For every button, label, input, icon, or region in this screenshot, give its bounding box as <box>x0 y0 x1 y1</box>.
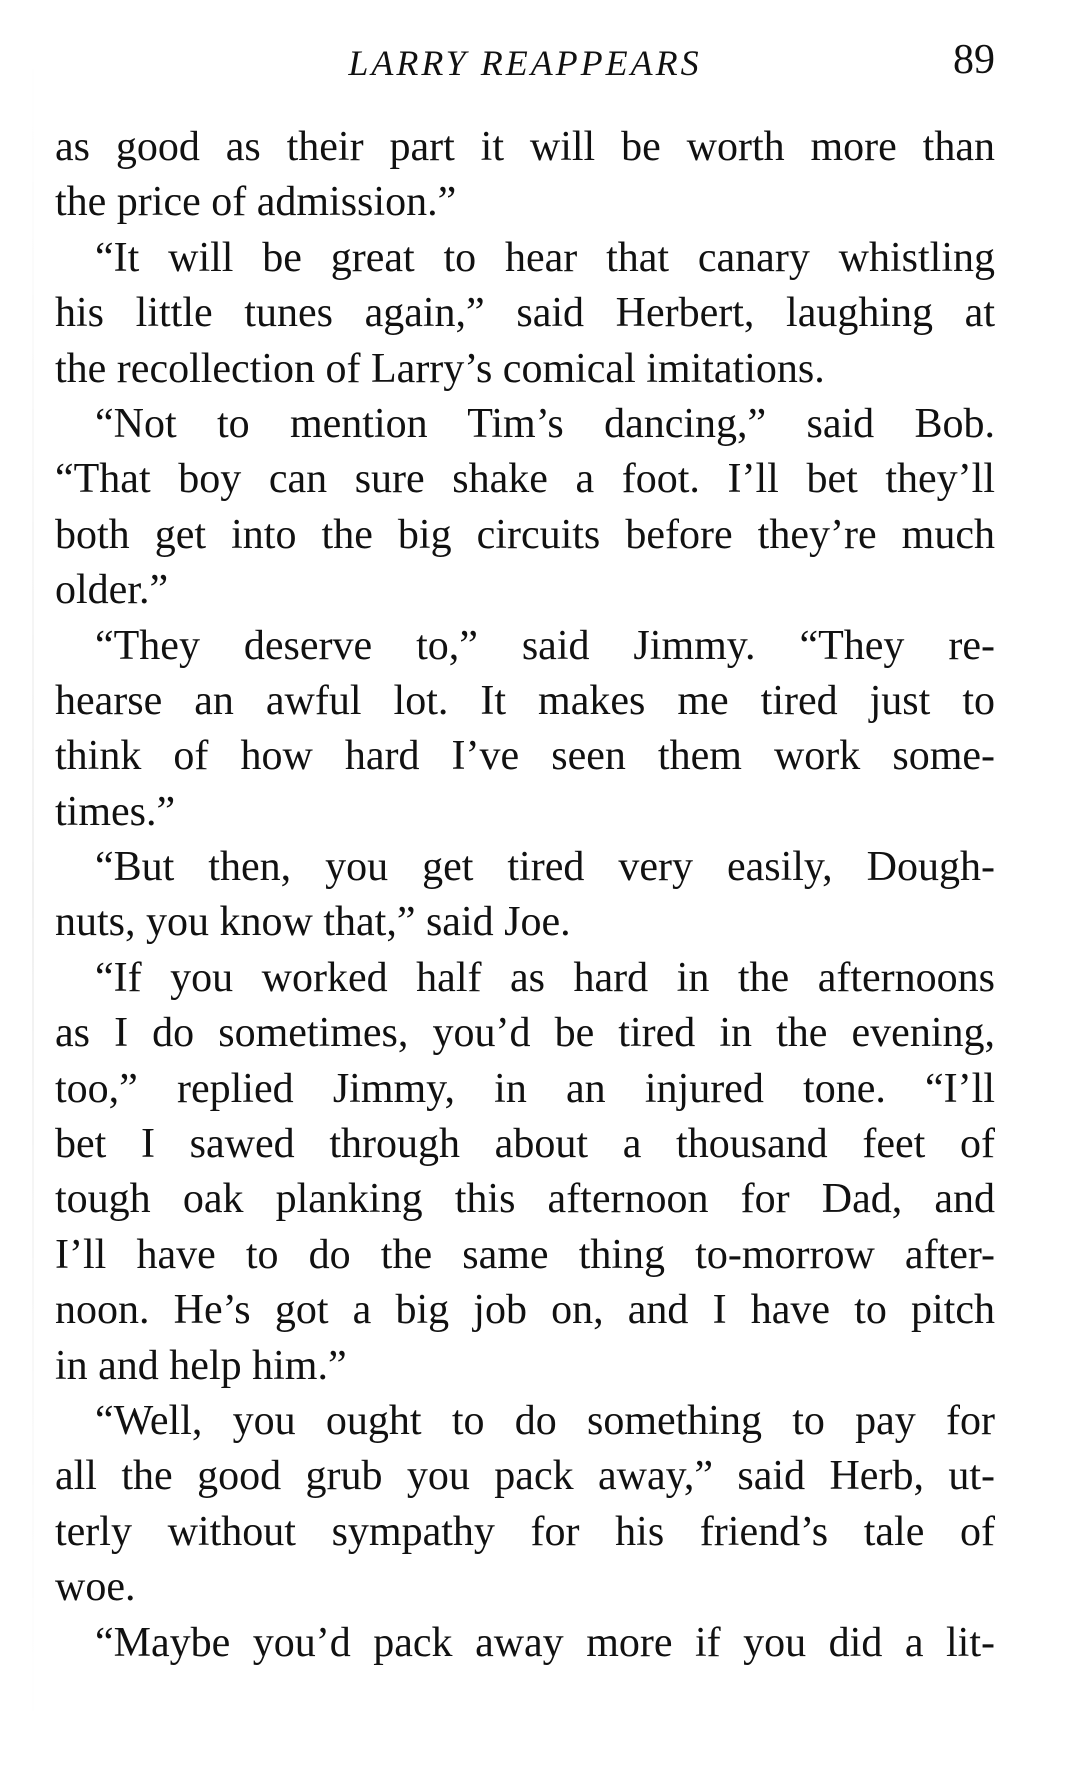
text-line: I’ll have to do the same thing to-morrow after- <box>55 1231 995 1278</box>
page-gutter-shadow <box>32 40 34 1740</box>
text-line: woe. <box>55 1564 136 1611</box>
text-line: noon. He’s got a big job on, and I have to pitch <box>55 1287 995 1334</box>
text-line: as good as their part it will be worth more than <box>55 124 995 170</box>
text-line: tough oak planking this afternoon for Dad, and <box>55 1176 995 1223</box>
text-line: in and help him.” <box>55 1342 347 1389</box>
text-line: bet I sawed through about a thousand feet of <box>55 1121 995 1168</box>
text-line: “But then, you get tired very easily, Dough- <box>95 844 995 891</box>
text-line: “That boy can sure shake a foot. I’ll bet they’ll <box>55 456 995 503</box>
text-line: older.” <box>55 567 169 614</box>
text-line: the recollection of Larry’s comical imitations. <box>55 345 825 392</box>
text-line: nuts, you know that,” said Joe. <box>55 899 571 946</box>
text-line: “Well, you ought to do something to pay for <box>95 1397 995 1444</box>
text-line: “Not to mention Tim’s dancing,” said Bob. <box>95 400 995 447</box>
page-number: 89 <box>953 37 995 83</box>
text-line: hearse an awful lot. It makes me tired just to <box>55 677 995 724</box>
text-line: “If you worked half as hard in the afternoons <box>95 954 995 1001</box>
text-line: all the good grub you pack away,” said Herb, ut- <box>55 1453 995 1500</box>
text-line: “It will be great to hear that canary whistling <box>95 234 995 281</box>
text-line: “They deserve to,” said Jimmy. “They re- <box>95 622 995 669</box>
text-line: his little tunes again,” said Herbert, laughing at <box>55 290 995 337</box>
text-line: times.” <box>55 788 176 835</box>
text-line: think of how hard I’ve seen them work some- <box>55 733 995 780</box>
text-line: both get into the big circuits before they’re much <box>55 511 995 558</box>
text-line: as I do sometimes, you’d be tired in the evening, <box>55 1010 995 1057</box>
body-text <box>55 120 995 1671</box>
text-line: terly without sympathy for his friend’s tale of <box>55 1508 995 1555</box>
text-line: “Maybe you’d pack away more if you did a lit- <box>95 1619 995 1666</box>
text-line: the price of admission.” <box>55 179 457 226</box>
running-head <box>55 32 995 92</box>
running-title: LARRY REAPPEARS <box>348 43 702 83</box>
text-line: too,” replied Jimmy, in an injured tone. “I’ll <box>55 1065 995 1112</box>
